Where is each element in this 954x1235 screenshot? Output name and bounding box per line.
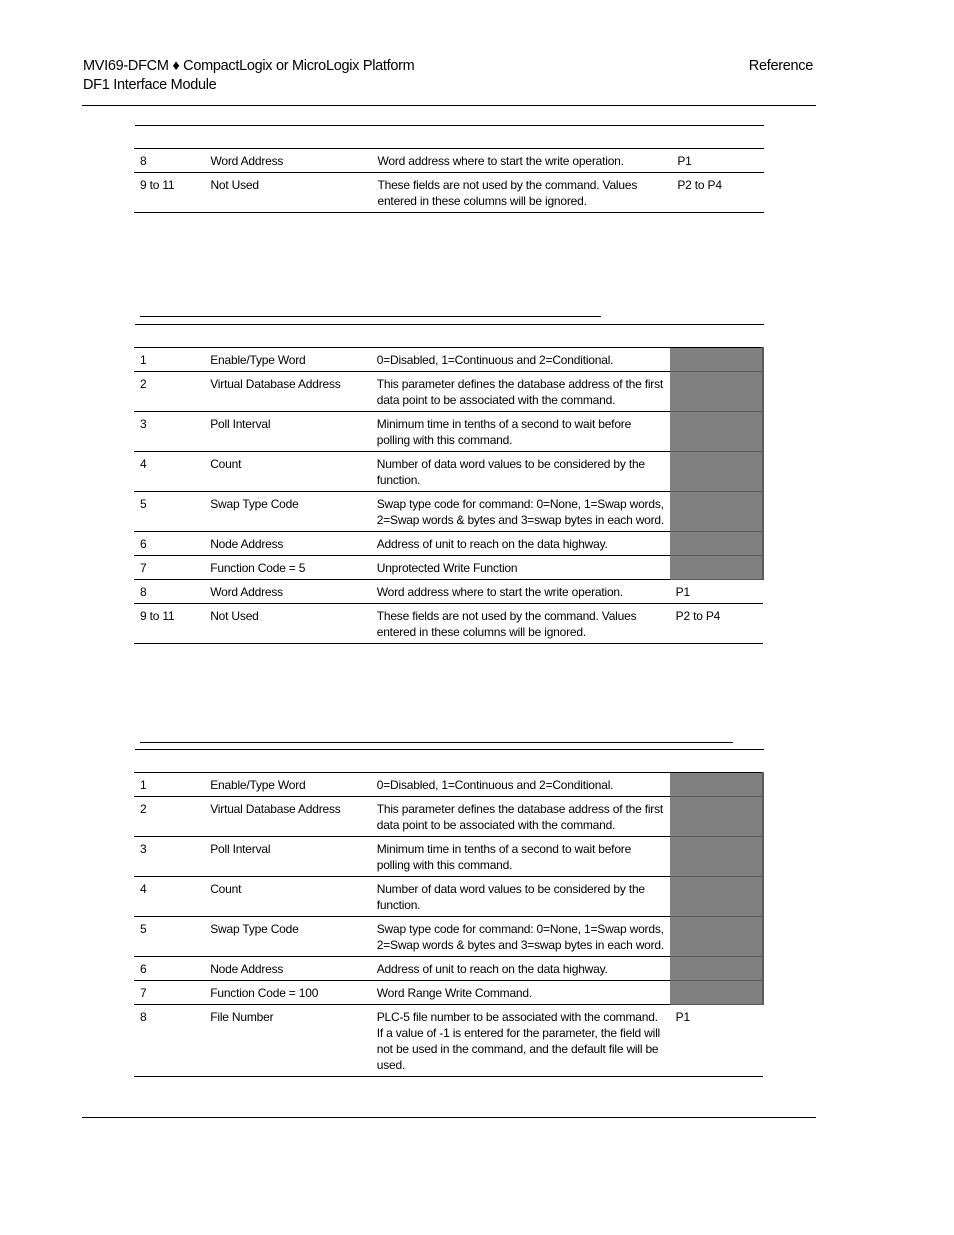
cell-value	[670, 412, 763, 452]
cell-number: 4	[134, 452, 204, 492]
table-row	[134, 412, 763, 452]
table-row	[134, 580, 763, 604]
table2-top-rule	[135, 324, 764, 325]
cell-description: These fields are not used by the command. Values entered in these columns will be ignored.	[371, 604, 670, 644]
cell-description: Number of data word values to be considered by the function.	[371, 877, 670, 917]
cell-parameter: Swap Type Code	[204, 917, 371, 957]
cell-description: PLC-5 file number to be associated with the command. If a value of -1 is entered for the parameter, the field will not be used in the command, and the default file will be used.	[371, 1005, 670, 1077]
cell-parameter: Count	[204, 877, 371, 917]
cell-parameter: Node Address	[204, 532, 371, 556]
table-row	[134, 981, 763, 1005]
cell-parameter: Enable/Type Word	[204, 773, 371, 797]
header-product-line: MVI69-DFCM ♦ CompactLogix or MicroLogix Platform	[83, 58, 415, 74]
cell-description: Word address where to start the write operation.	[371, 149, 671, 173]
cell-parameter: Virtual Database Address	[204, 372, 371, 412]
cell-parameter: Enable/Type Word	[204, 348, 371, 372]
table1-top-rule	[135, 125, 764, 126]
cell-number: 7	[134, 981, 204, 1005]
cell-description: Unprotected Write Function	[371, 556, 670, 580]
cell-number: 8	[134, 1005, 204, 1077]
cell-description: Word address where to start the write operation.	[371, 580, 670, 604]
cell-value	[670, 556, 763, 580]
table3-top-rule	[135, 749, 764, 750]
table-row	[134, 877, 763, 917]
cell-parameter: Poll Interval	[204, 412, 371, 452]
header-section: Reference	[748, 58, 813, 74]
cell-number: 2	[134, 797, 204, 837]
table1	[134, 148, 764, 213]
cell-parameter: Poll Interval	[204, 837, 371, 877]
cell-description: Minimum time in tenths of a second to wait before polling with this command.	[371, 837, 670, 877]
cell-parameter: Function Code = 100	[204, 981, 371, 1005]
header-module-name: DF1 Interface Module	[83, 77, 217, 93]
cell-value	[670, 877, 763, 917]
cell-description: Swap type code for command: 0=None, 1=Swap words, 2=Swap words & bytes and 3=swap bytes in each word.	[371, 492, 670, 532]
cell-description: This parameter defines the database address of the first data point to be associated with the command.	[371, 797, 670, 837]
cell-number: 6	[134, 532, 204, 556]
cell-value	[670, 773, 763, 797]
cell-value: P2 to P4	[671, 173, 764, 213]
cell-value	[670, 957, 763, 981]
cell-value	[670, 917, 763, 957]
table-row	[134, 556, 763, 580]
table-row	[134, 149, 764, 173]
cell-value	[670, 492, 763, 532]
cell-number: 1	[134, 773, 204, 797]
cell-number: 4	[134, 877, 204, 917]
cell-value	[670, 532, 763, 556]
cell-number: 9 to 11	[134, 173, 204, 213]
table-row	[134, 773, 763, 797]
table3	[134, 772, 764, 1077]
cell-description: Word Range Write Command.	[371, 981, 670, 1005]
cell-description: 0=Disabled, 1=Continuous and 2=Conditional.	[371, 348, 670, 372]
table-row	[134, 957, 763, 981]
cell-parameter: Swap Type Code	[204, 492, 371, 532]
table-row	[134, 917, 763, 957]
cell-value: P1	[670, 580, 763, 604]
header-rule	[82, 105, 816, 106]
cell-value	[670, 981, 763, 1005]
cell-parameter: File Number	[204, 1005, 371, 1077]
table-row	[134, 532, 763, 556]
cell-value	[670, 837, 763, 877]
cell-number: 8	[134, 580, 204, 604]
cell-description: This parameter defines the database address of the first data point to be associated with the command.	[371, 372, 670, 412]
cell-value	[670, 348, 763, 372]
cell-value: P2 to P4	[670, 604, 763, 644]
table-row	[134, 372, 763, 412]
cell-parameter: Not Used	[204, 173, 371, 213]
footer-rule	[82, 1117, 816, 1118]
table-row	[134, 452, 763, 492]
cell-value: P1	[670, 1005, 763, 1077]
cell-number: 2	[134, 372, 204, 412]
cell-parameter: Word Address	[204, 580, 371, 604]
cell-parameter: Word Address	[204, 149, 371, 173]
cell-parameter: Virtual Database Address	[204, 797, 371, 837]
cell-description: Address of unit to reach on the data highway.	[371, 957, 670, 981]
cell-number: 5	[134, 917, 204, 957]
cell-number: 7	[134, 556, 204, 580]
cell-number: 1	[134, 348, 204, 372]
cell-value	[670, 372, 763, 412]
table-row	[134, 604, 763, 644]
table2	[134, 347, 764, 644]
cell-number: 8	[134, 149, 204, 173]
cell-parameter: Count	[204, 452, 371, 492]
cell-value	[670, 797, 763, 837]
table-row	[134, 348, 763, 372]
cell-number: 6	[134, 957, 204, 981]
cell-value: P1	[671, 149, 764, 173]
table2-title-rule	[140, 316, 601, 317]
cell-description: Address of unit to reach on the data highway.	[371, 532, 670, 556]
cell-parameter: Not Used	[204, 604, 371, 644]
cell-number: 5	[134, 492, 204, 532]
table-row	[134, 837, 763, 877]
table3-title-rule	[140, 742, 733, 743]
cell-parameter: Node Address	[204, 957, 371, 981]
cell-description: Number of data word values to be considered by the function.	[371, 452, 670, 492]
table-row	[134, 797, 763, 837]
cell-description: 0=Disabled, 1=Continuous and 2=Conditional.	[371, 773, 670, 797]
cell-number: 9 to 11	[134, 604, 204, 644]
cell-description: Minimum time in tenths of a second to wait before polling with this command.	[371, 412, 670, 452]
cell-description: Swap type code for command: 0=None, 1=Swap words, 2=Swap words & bytes and 3=swap bytes in each word.	[371, 917, 670, 957]
table-row	[134, 492, 763, 532]
cell-number: 3	[134, 412, 204, 452]
table-row	[134, 173, 764, 213]
cell-number: 3	[134, 837, 204, 877]
cell-value	[670, 452, 763, 492]
table-row	[134, 1005, 763, 1077]
cell-parameter: Function Code = 5	[204, 556, 371, 580]
cell-description: These fields are not used by the command. Values entered in these columns will be ignored.	[371, 173, 671, 213]
